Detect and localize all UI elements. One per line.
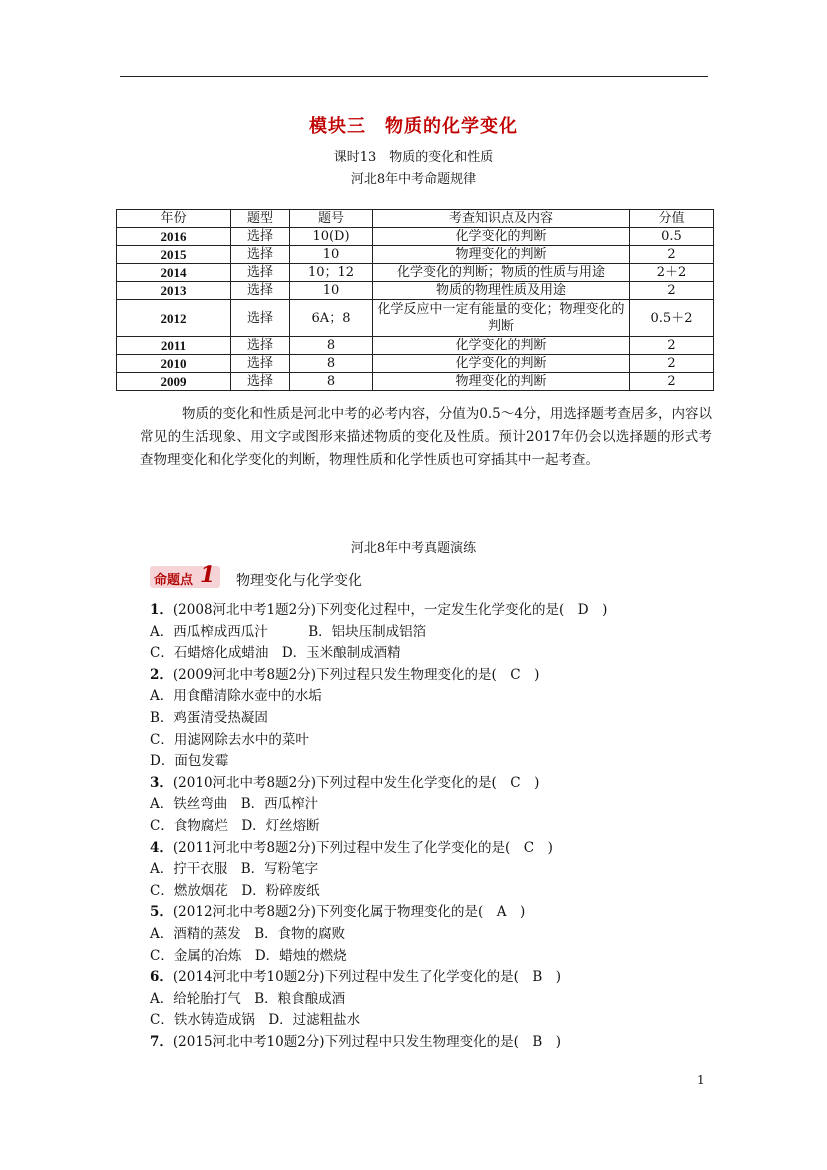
cell-score: 2 [630,282,714,300]
question-option: C．食物腐烂 D．灯丝熔断 [150,817,320,834]
question-number: 7． [150,1033,173,1050]
question-text: (2008河北中考1题2分)下列变化过程中，一定发生化学变化的是( D ) [172,602,608,618]
cell-number: 6A；8 [290,300,373,337]
question-number: 3． [150,774,173,791]
cell-type: 选择 [231,246,290,264]
analysis-paragraph: 物质的变化和性质是河北中考的必考内容，分值为0.5～4分，用选择题考查居多，内容以常见的生活现象、用文字或图形来描述物质的变化及性质。预计2017年仍会以选择题的形式考查物理变化和化学变化的判断，物理性质和化学性质也可穿插其中一起考查。 [140,406,712,468]
question-stem [150,665,720,687]
cell-number: 10 [290,246,373,264]
question-option: B．鸡蛋清受热凝固 [150,709,268,726]
question-option: C．燃放烟花 D．粉碎废纸 [150,882,320,899]
table-row [117,337,714,355]
question-option: A．给轮胎打气 B．粮食酿成酒 [150,990,346,1007]
question-number: 1． [150,602,173,618]
cell-type: 选择 [231,264,290,282]
header-rule [120,76,708,77]
question-option: C．用滤网除去水中的菜叶 [150,731,309,748]
question-option: C．铁水铸造成锅 D．过滤粗盐水 [150,1012,361,1029]
cell-content: 物理变化的判断 [373,373,630,391]
cell-content: 物质的物理性质及用途 [373,282,630,300]
cell-score: 2 [630,355,714,373]
cell-number: 8 [290,355,373,373]
cell-content: 化学变化的判断 [373,337,630,355]
page-number: 1 [697,1073,705,1087]
cell-score: 0.5＋2 [630,300,714,337]
cell-number: 10(D) [290,228,373,246]
question-option: A．用食醋清除水壶中的水垢 [150,688,322,705]
question-text: (2015河北中考10题2分)下列过程中只发生物理变化的是( B ) [172,1033,562,1050]
cell-number: 8 [290,373,373,391]
cell-year: 2012 [117,300,231,337]
table-row [117,228,714,246]
cell-content: 化学变化的判断 [373,228,630,246]
question-option: D．面包发霉 [150,753,229,770]
cell-score: 2 [630,373,714,391]
table-row [117,373,714,391]
cell-number: 10；12 [290,264,373,282]
cell-year: 2015 [117,246,231,264]
question-number: 5． [150,904,173,921]
cell-number: 8 [290,337,373,355]
question-option: C．石蜡熔化成蜡油 D．玉米酿制成酒精 [150,645,401,662]
cell-score: 0.5 [630,228,714,246]
header-content: 考查知识点及内容 [373,210,630,228]
cell-year: 2016 [117,228,231,246]
cell-type: 选择 [231,300,290,337]
table-caption: 河北8年中考命题规律 [350,172,477,187]
table-row [117,355,714,373]
cell-content: 化学变化的判断 [373,355,630,373]
question-list [150,600,720,1053]
badge-number: 1 [200,562,216,588]
question-text: (2012河北中考8题2分)下列变化属于物理变化的是( A ) [172,904,526,921]
question-text: (2014河北中考10题2分)下列过程中发生了化学变化的是( B ) [172,969,562,986]
section-heading: 河北8年中考真题演练 [350,541,477,556]
question-text: (2011河北中考8题2分)下列过程中发生了化学变化的是( C ) [172,839,553,856]
cell-score: 2 [630,337,714,355]
question-number: 6． [150,969,173,986]
table-row [117,282,714,300]
question-option: C．金属的冶炼 D．蜡烛的燃烧 [150,947,347,964]
module-title: 模块三 物质的化学变化 [309,116,518,137]
cell-type: 选择 [231,373,290,391]
cell-year: 2010 [117,355,231,373]
question-text: (2009河北中考8题2分)下列过程只发生物理变化的是( C ) [172,666,540,683]
question-number: 2． [150,666,173,683]
cell-content: 化学反应中一定有能量的变化；物理变化的判断 [373,300,630,337]
cell-year: 2009 [117,373,231,391]
table-row [117,246,714,264]
cell-score: 2 [630,246,714,264]
question-stem [150,1032,720,1054]
header-type: 题型 [231,210,290,228]
question-stem [150,600,720,622]
topic-badge [150,562,220,588]
header-score: 分值 [630,210,714,228]
cell-content: 物理变化的判断 [373,246,630,264]
cell-type: 选择 [231,337,290,355]
question-stem [150,838,720,860]
cell-type: 选择 [231,282,290,300]
lesson-title: 课时13 物质的变化和性质 [333,150,494,165]
cell-year: 2013 [117,282,231,300]
header-year: 年份 [117,210,231,228]
topic-title: 物理变化与化学变化 [236,573,362,589]
question-number: 4． [150,839,173,856]
question-stem [150,967,720,989]
question-option: A．酒精的蒸发 B．食物的腐败 [150,925,346,942]
cell-type: 选择 [231,355,290,373]
cell-score: 2＋2 [630,264,714,282]
question-option: A．西瓜榨成西瓜汁 B．铝块压制成铝箔 [150,623,427,640]
question-option: A．拧干衣服 B．写粉笔字 [150,861,319,878]
badge-label: 命题点 [154,573,194,588]
cell-type: 选择 [231,228,290,246]
table-header-row [117,210,714,228]
cell-content: 化学变化的判断；物质的性质与用途 [373,264,630,282]
question-text: (2010河北中考8题2分)下列过程中发生化学变化的是( C ) [172,774,540,791]
table-row [117,264,714,282]
cell-year: 2011 [117,337,231,355]
cell-number: 10 [290,282,373,300]
question-stem [150,773,720,795]
question-option: A．铁丝弯曲 B．西瓜榨汁 [150,796,319,813]
table-row [117,300,714,337]
exam-stats-table [116,209,714,391]
question-stem [150,902,720,924]
header-number: 题号 [290,210,373,228]
cell-year: 2014 [117,264,231,282]
